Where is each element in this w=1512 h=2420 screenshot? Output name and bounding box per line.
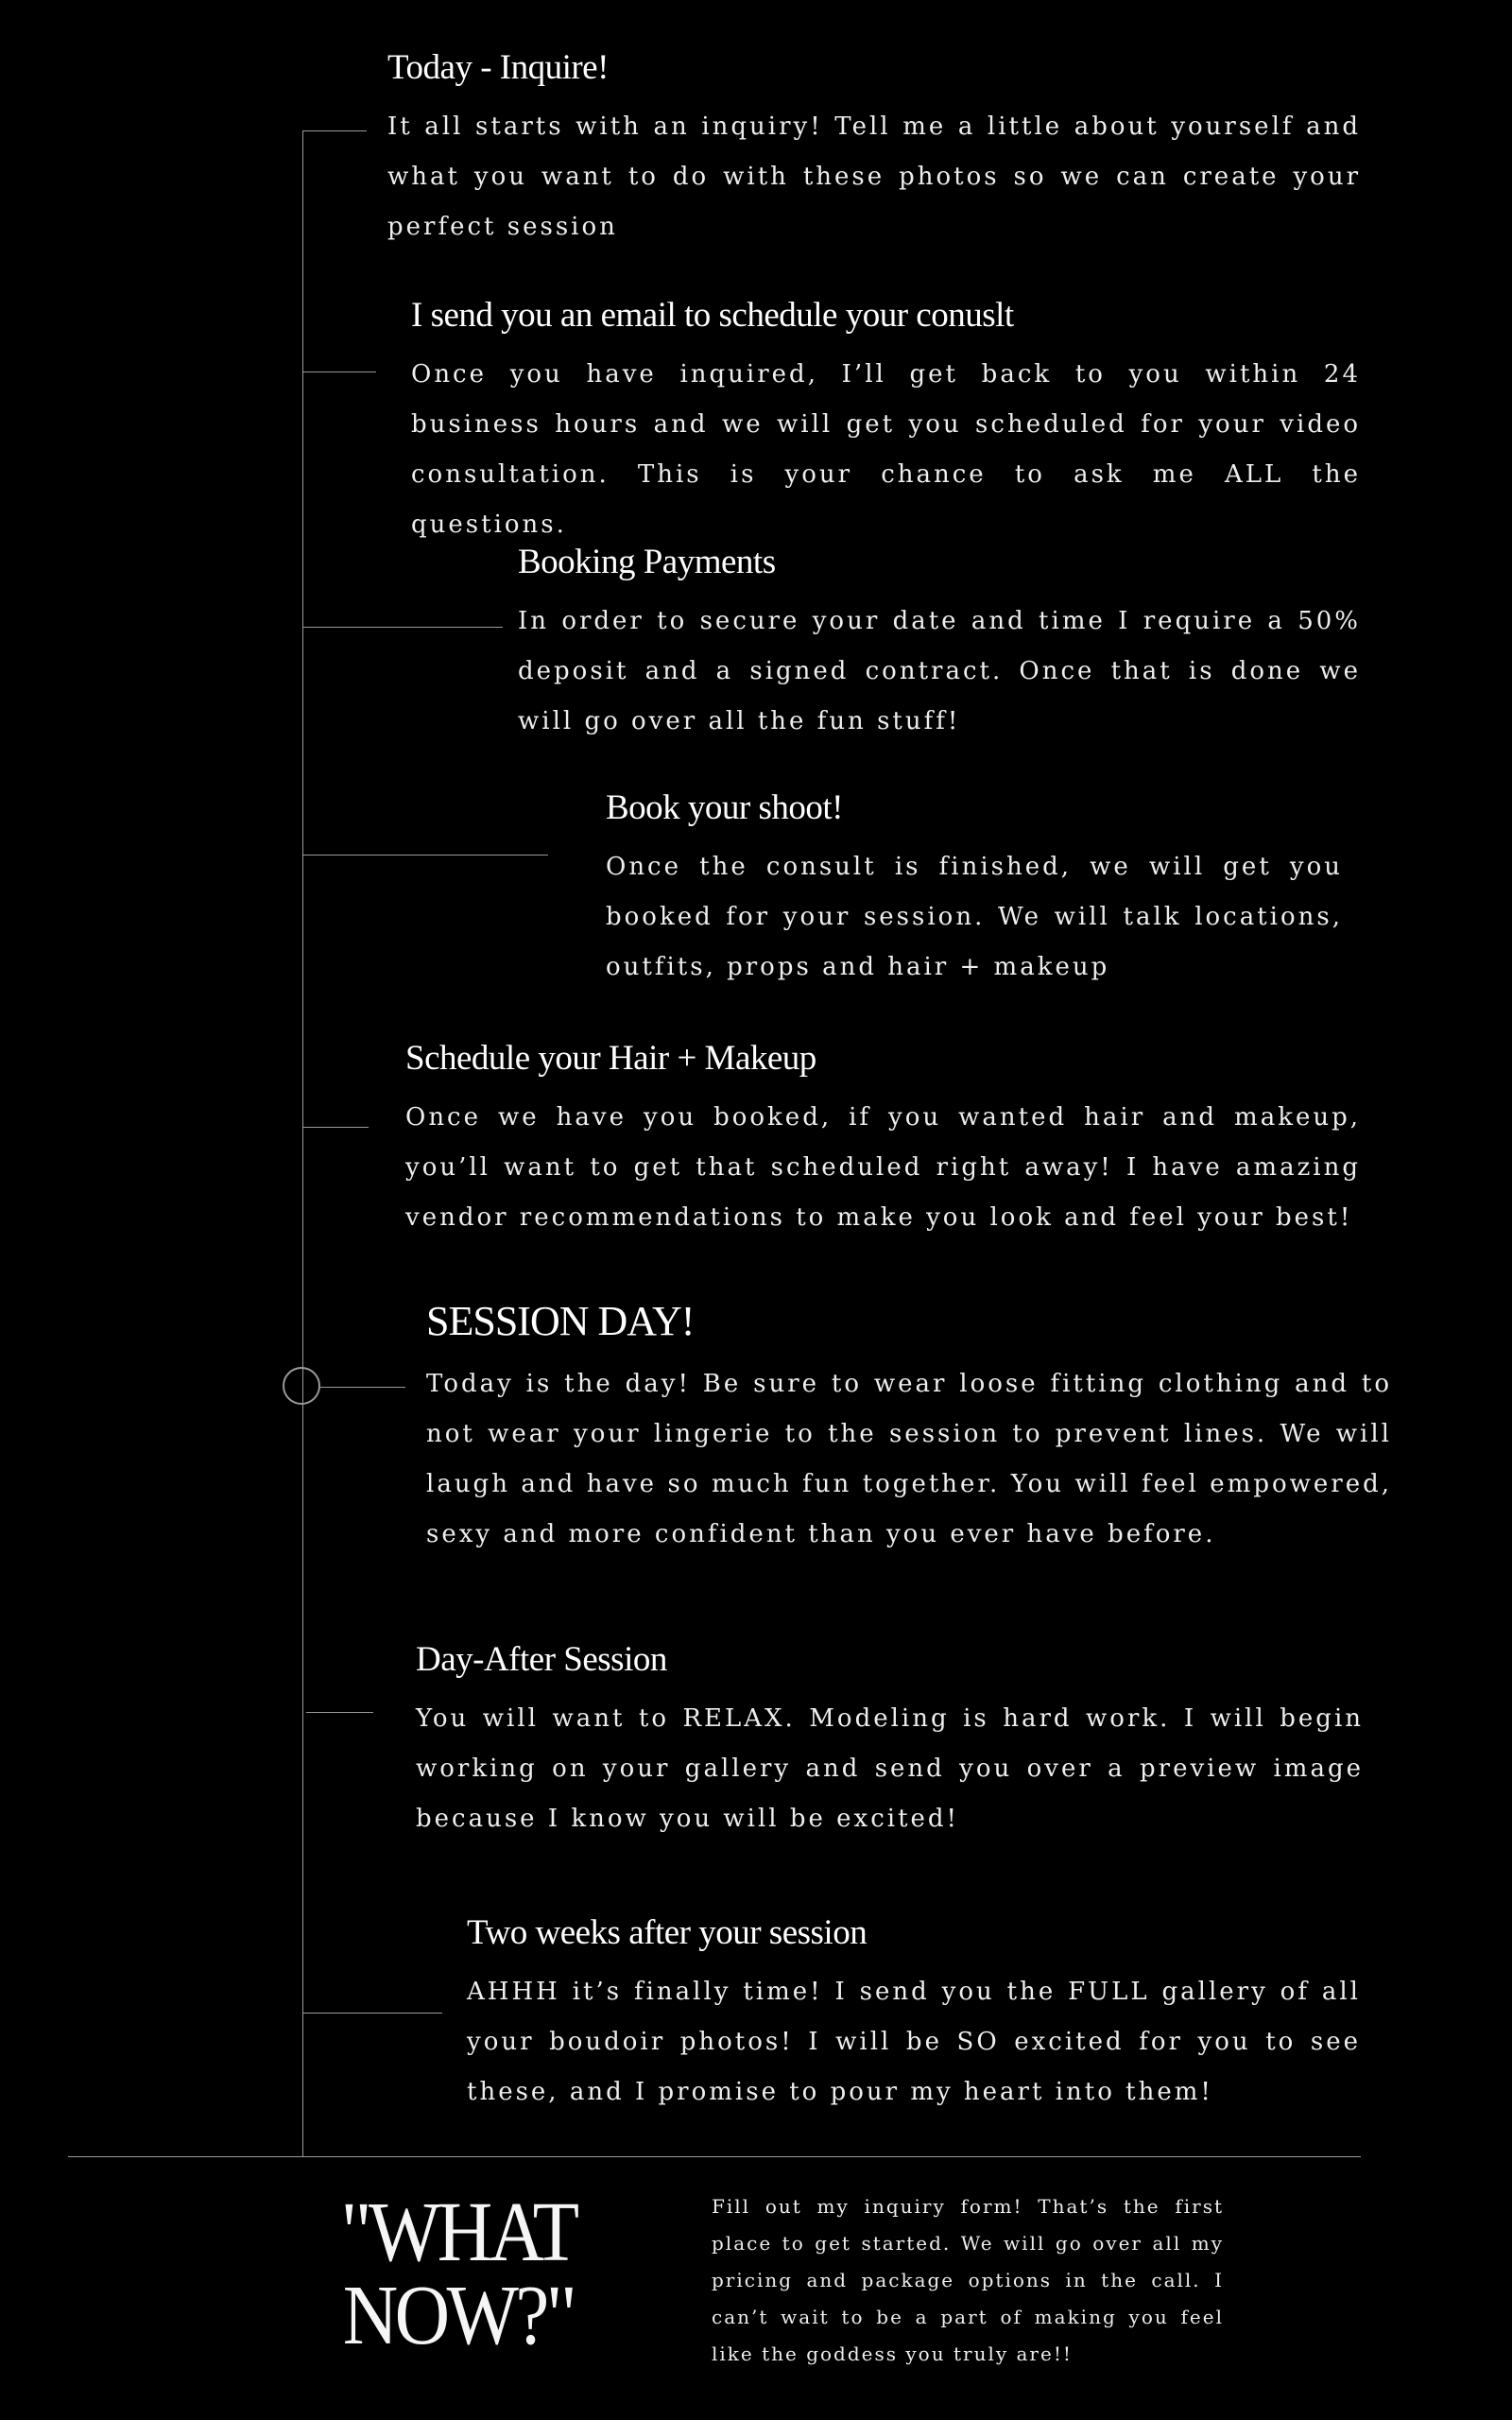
timeline-step-booking-payments xyxy=(518,540,1361,747)
timeline-vertical-line xyxy=(302,130,303,2157)
timeline-step-session-day xyxy=(426,1295,1392,1560)
step-text: It all starts with an inquiry! Tell me a little about yourself and what you want to do with these photos so we can create your perfect session xyxy=(387,112,1361,241)
what-now-text: Fill out my inquiry form! That’s the first place to get started. We will go over all my pricing and package options in the call. I can’t wait to be a part of making you feel like the goddess you truly are!! xyxy=(712,2195,1224,2365)
step-text: Once you have inquired, I’ll get back to you within 24 business hours and we will get you scheduled for your video consultation. This is your chance to ask me ALL the questions. xyxy=(411,360,1361,539)
step-title: I send you an email to schedule your conuslt xyxy=(411,296,1014,335)
timeline-connector xyxy=(302,130,367,131)
timeline-step-inquire xyxy=(387,45,1361,252)
session-day-marker xyxy=(283,1367,320,1405)
step-text: You will want to RELAX. Modeling is hard work. I will begin working on your gallery and send you over a preview image because I know you will be excited! xyxy=(416,1704,1364,1833)
timeline-connector xyxy=(320,1387,405,1388)
section-divider xyxy=(68,2156,1361,2157)
timeline-step-hair-makeup xyxy=(405,1036,1361,1243)
step-title: Booking Payments xyxy=(518,543,776,581)
step-title: SESSION DAY! xyxy=(426,1298,695,1344)
timeline-step-day-after xyxy=(416,1637,1364,1844)
step-title: Day-After Session xyxy=(416,1640,667,1679)
timeline-connector xyxy=(306,1712,373,1713)
step-title: Today - Inquire! xyxy=(387,48,609,87)
what-now-line-2: NOW?" xyxy=(342,2269,575,2362)
step-title: Book your shoot! xyxy=(606,788,843,827)
timeline-connector xyxy=(302,855,548,856)
step-text: Once the consult is finished, we will get you booked for your session. We will talk locations, outfits, props and hair + makeup xyxy=(606,853,1343,981)
step-title: Schedule your Hair + Makeup xyxy=(405,1039,816,1078)
timeline-step-email xyxy=(411,293,1361,550)
step-text: In order to secure your date and time I require a 50% deposit and a signed contract. Once that is done we will go over all the fun stuff! xyxy=(518,607,1361,735)
timeline-step-two-weeks xyxy=(467,1910,1361,2118)
what-now-heading xyxy=(318,2186,599,2362)
timeline-connector xyxy=(302,2013,442,2014)
what-now-line-1: "WHAT xyxy=(340,2186,576,2279)
timeline-step-book-shoot xyxy=(606,786,1343,993)
step-text: Today is the day! Be sure to wear loose fitting clothing and to not wear your lingerie to the session to prevent lines. We will laugh and have so much fun together. You will feel empowered, sexy and more confident than you ever have before. xyxy=(426,1370,1392,1548)
timeline-connector xyxy=(302,627,503,628)
step-text: Once we have you booked, if you wanted hair and makeup, you’ll want to get that scheduled right away! I have amazing vendor recommendations to make you look and feel your best! xyxy=(405,1103,1361,1232)
step-text: AHHH it’s finally time! I send you the FULL gallery of all your boudoir photos! I will be SO excited for you to see these, and I promise to pour my heart into them! xyxy=(467,1978,1361,2106)
timeline-connector xyxy=(302,1127,369,1128)
step-title: Two weeks after your session xyxy=(467,1913,868,1952)
